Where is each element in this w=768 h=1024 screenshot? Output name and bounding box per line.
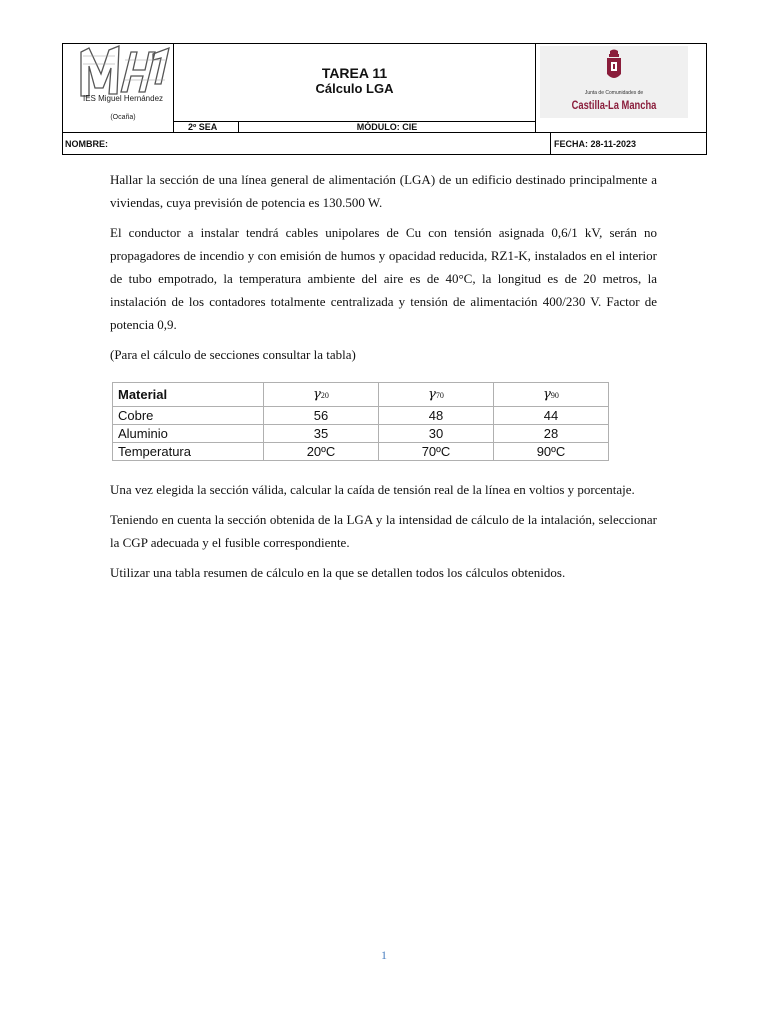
- school-logo-cell: [63, 44, 174, 132]
- title-cell: [174, 44, 536, 121]
- name-field: NOMBRE:: [63, 132, 551, 155]
- table-cell-label: Temperatura: [113, 443, 264, 461]
- table-cell: 56: [264, 407, 379, 425]
- table-header-gamma-20: γ20: [264, 383, 379, 407]
- gov-logo: [540, 46, 688, 118]
- table-row: [113, 443, 609, 461]
- table-header-gamma-90: γ90: [494, 383, 609, 407]
- school-town: (Ocaña): [110, 114, 136, 121]
- document-body: [110, 168, 657, 373]
- conductivity-table: [112, 382, 609, 461]
- table-cell: 30: [379, 425, 494, 443]
- gov-small-text: Junta de Comunidades de: [584, 90, 644, 96]
- table-cell: 28: [494, 425, 609, 443]
- coat-of-arms-icon: [604, 48, 624, 88]
- paragraph-conditions: El conductor a instalar tendrá cables unipolares de Cu con tensión asignada 0,6/1 kV, serán no propagadores de incendio y con emisión de humos y opacidad reducida, RZ1-K, instalados en el interior de tubo empotrado, la temperatura ambiente del aire es de 40°C, la longitud es de 20 metros, la instalación de los contadores totalmente centralizada y tensión de alimentación 400/230 V. Factor de potencia 0,9.: [110, 225, 657, 332]
- document-header: [62, 43, 707, 155]
- table-header-row: [113, 383, 609, 407]
- course-label: 2º SEA: [174, 121, 239, 132]
- school-name: IES Miguel Hernández: [82, 94, 164, 103]
- table-cell: 44: [494, 407, 609, 425]
- page-number: 1: [381, 948, 387, 962]
- gov-logo-cell: [536, 44, 707, 132]
- table-cell: 70ºC: [379, 443, 494, 461]
- table-row: [113, 407, 609, 425]
- table-cell: 35: [264, 425, 379, 443]
- paragraph-voltage-drop: Una vez elegida la sección válida, calcular la caída de tensión real de la línea en voltios y porcentaje.: [110, 482, 635, 497]
- module-label: MÓDULO: CIE: [239, 121, 536, 132]
- table-row: [113, 425, 609, 443]
- table-header-material: Material: [113, 383, 264, 407]
- paragraph-statement: Hallar la sección de una línea general de alimentación (LGA) de un edificio destinado principalmente a viviendas, cuya previsión de potencia es 130.500 W.: [110, 172, 657, 210]
- paragraph-cgp: Teniendo en cuenta la sección obtenida de la LGA y la intensidad de cálculo de la intalación, seleccionar la CGP adecuada y el fusible correspondiente.: [110, 512, 657, 550]
- gov-name: Castilla-La Mancha: [571, 98, 657, 112]
- paragraph-table-note: (Para el cálculo de secciones consultar la tabla): [110, 347, 356, 362]
- date-field: FECHA: 28-11-2023: [551, 132, 707, 155]
- document-body-continued: [110, 478, 657, 591]
- table-cell: 48: [379, 407, 494, 425]
- table-header-gamma-70: γ70: [379, 383, 494, 407]
- table-cell: 90ºC: [494, 443, 609, 461]
- table-cell-label: Cobre: [113, 407, 264, 425]
- paragraph-summary: Utilizar una tabla resumen de cálculo en la que se detallen todos los cálculos obtenidos.: [110, 565, 566, 580]
- page-title: TAREA 11: [321, 65, 388, 81]
- table-cell: 20ºC: [264, 443, 379, 461]
- table-cell-label: Aluminio: [113, 425, 264, 443]
- page-subtitle: Cálculo LGA: [315, 81, 394, 96]
